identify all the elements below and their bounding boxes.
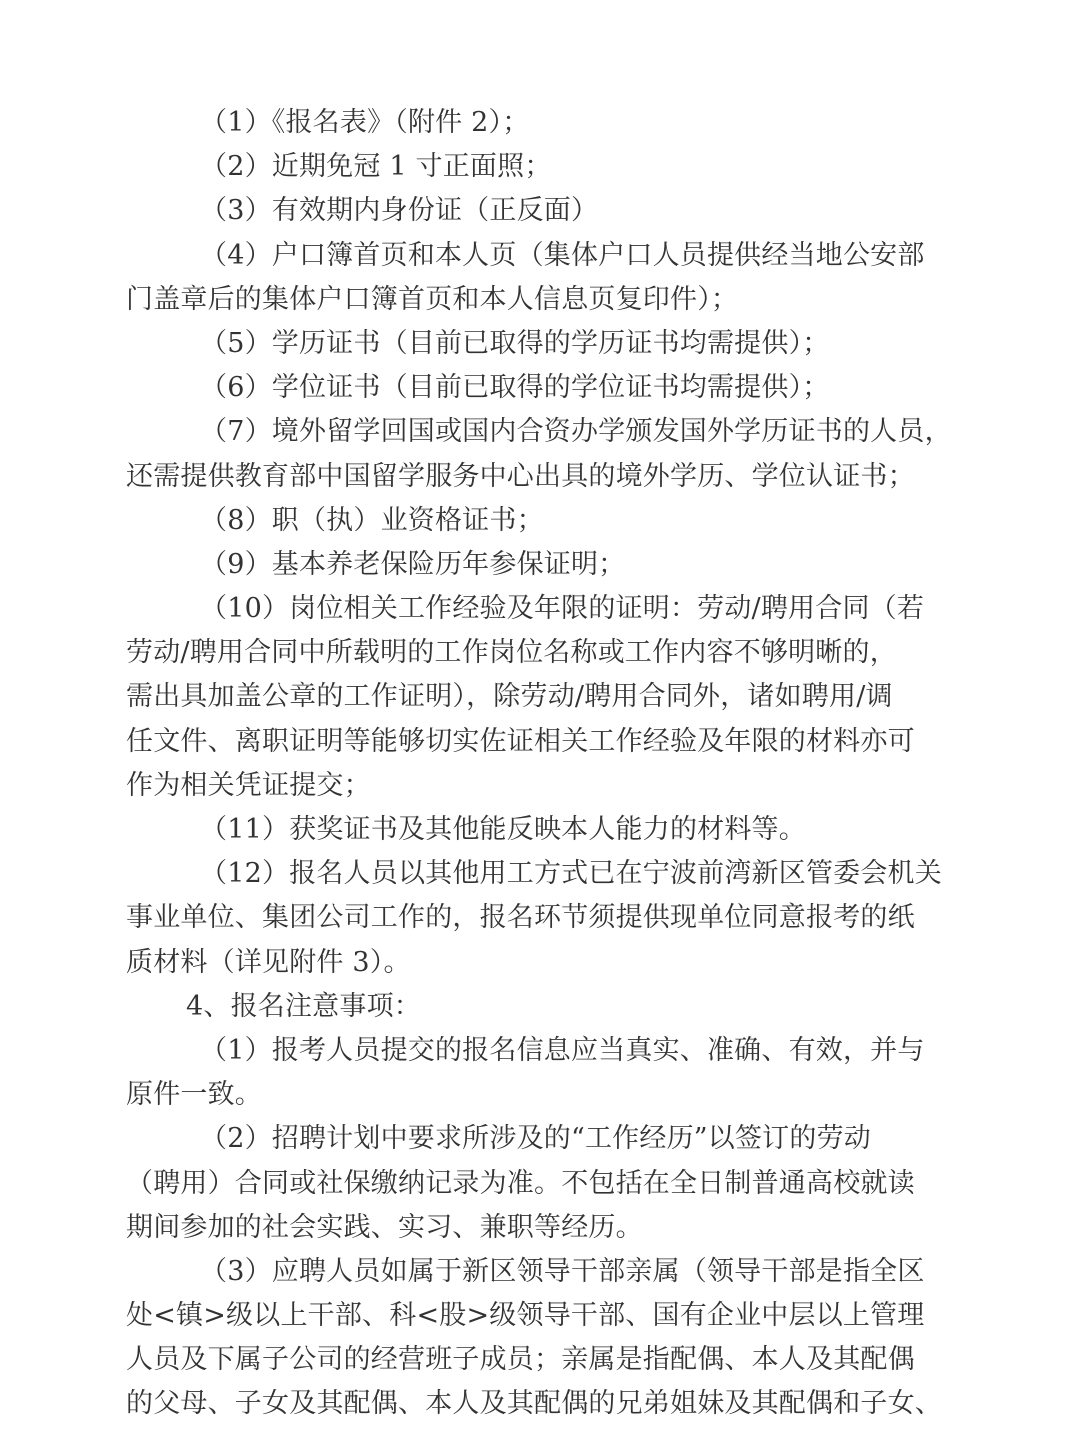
text-line: （5）学历证书（目前已取得的学历证书均需提供）； <box>200 327 830 359</box>
section-heading: 4、报名注意事项： <box>186 990 421 1022</box>
text-line: （10）岗位相关工作经验及年限的证明：劳动/聘用合同（若 <box>200 593 925 625</box>
text-line: （9）基本养老保险历年参保证明； <box>200 548 626 580</box>
text-line: 期间参加的社会实践、实习、兼职等经历。 <box>126 1211 643 1243</box>
text-line: 事业单位、集团公司工作的，报名环节须提供现单位同意报考的纸 <box>126 902 915 934</box>
text-line: （6）学位证书（目前已取得的学位证书均需提供）； <box>200 372 830 404</box>
text-line: （3）应聘人员如属于新区领导干部亲属（领导干部是指全区 <box>200 1255 925 1287</box>
text-line: 原件一致。 <box>126 1079 262 1111</box>
text-line: （4）户口簿首页和本人页（集体户口人员提供经当地公安部 <box>200 239 925 271</box>
text-line: 的父母、子女及其配偶、本人及其配偶的兄弟姐妹及其配偶和子女、 <box>126 1388 942 1420</box>
text-line: 需出具加盖公章的工作证明），除劳动/聘用合同外，诸如聘用/调 <box>126 681 893 713</box>
text-line: 任文件、离职证明等能够切实佐证相关工作经验及年限的材料亦可 <box>126 725 915 757</box>
text-line: 人员及下属子公司的经营班子成员；亲属是指配偶、本人及其配偶 <box>126 1344 915 1376</box>
text-line: （1）报考人员提交的报名信息应当真实、准确、有效，并与 <box>200 1034 925 1066</box>
document-body <box>126 101 1006 1427</box>
text-line: （2）近期免冠 1 寸正面照； <box>200 151 552 183</box>
text-line: （11）获奖证书及其他能反映本人能力的材料等。 <box>200 814 806 845</box>
text-line: （2）招聘计划中要求所涉及的“工作经历”以签订的劳动 <box>200 1123 871 1155</box>
text-block <box>126 101 1006 1427</box>
text-line: （聘用）合同或社保缴纳记录为准。不包括在全日制普通高校就读 <box>126 1167 915 1199</box>
text-line: 作为相关凭证提交； <box>126 769 371 801</box>
text-line: （7）境外留学回国或国内合资办学颁发国外学历证书的人员， <box>200 416 952 448</box>
text-line: 质材料（详见附件 3）。 <box>126 946 411 978</box>
text-line: （3）有效期内身份证（正反面） <box>200 195 599 227</box>
text-line: （12）报名人员以其他用工方式已在宁波前湾新区管委会机关 <box>200 858 942 890</box>
text-line: （1）《报名表》（附件 2）； <box>200 107 530 138</box>
text-line: 门盖章后的集体户口簿首页和本人信息页复印件）； <box>126 283 739 315</box>
text-line: 还需提供教育部中国留学服务中心出具的境外学历、学位认证书； <box>126 460 915 492</box>
text-line: （8）职（执）业资格证书； <box>200 504 544 536</box>
text-line: 处<镇>级以上干部、科<股>级领导干部、国有企业中层以上管理 <box>126 1300 925 1332</box>
text-line: 劳动/聘用合同中所载明的工作岗位名称或工作内容不够明晰的， <box>126 637 897 669</box>
